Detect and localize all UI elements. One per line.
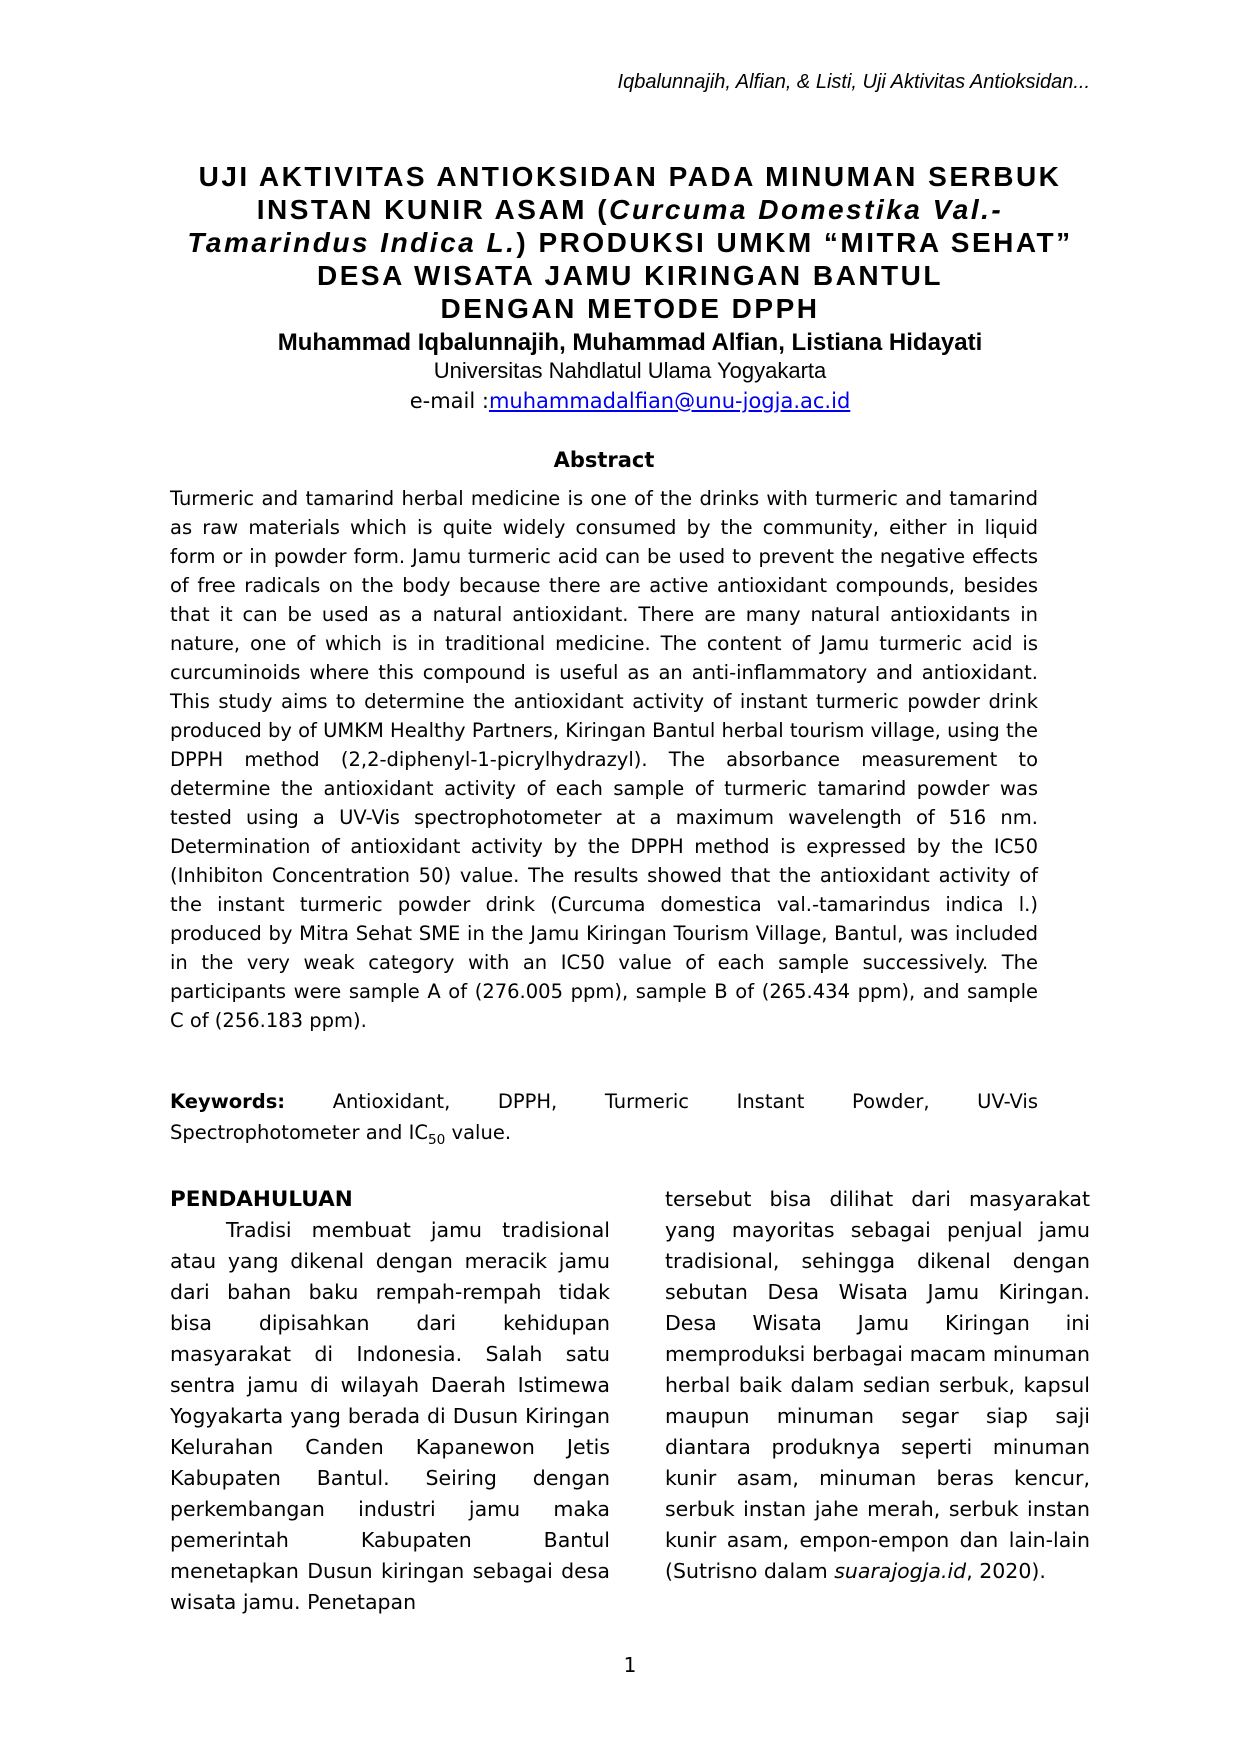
email-link[interactable]: muhammadalfian@unu-jogja.ac.id [488, 389, 851, 413]
keywords-ic50-subscript: 50 [428, 1131, 446, 1148]
intro-column-left [170, 1184, 610, 1618]
authors: Muhammad Iqbalunnajih, Muhammad Alfian, Listiana Hidayati [277, 329, 983, 356]
keywords-line1: Keywords: Antioxidant, DPPH, Turmeric Instant Powder, UV-Vis [170, 1090, 1038, 1113]
email-line [170, 388, 1090, 415]
section-heading-pendahuluan: PENDAHULUAN [170, 1187, 353, 1212]
running-head: Iqbalunnajih, Alfian, & Listi, Uji Aktivitas Antioksidan... [617, 71, 1090, 93]
intro-paragraph-left: Tradisi membuat jamu tradisional atau yang dikenal dengan meracik jamu dari bahan baku rempah-rempah tidak bisa dipisahkan dari kehidupan masyarakat di Indonesia. Salah satu sentra jamu di wilayah Daerah Istimewa Yogyakarta yang berada di Dusun Kiringan Kelurahan Canden Kapanewon Jetis Kabupaten Bantul. Seiring dengan perkembangan industri jamu maka pemerintah Kabupaten Bantul menetapkan Dusun kiringan sebagai desa wisata jamu. Penetapan [170, 1218, 610, 1614]
email-label: e-mail : [409, 389, 489, 413]
page-title: UJI AKTIVITAS ANTIOKSIDAN PADA MINUMAN SERBUK INSTAN KUNIR ASAM (Curcuma Domestika Val.- Tamarindus Indica L.) PRODUKSI UMKM “MITRA SEHAT” DESA WISATA JAMU KIRINGAN BANTUL DENGAN METODE DPPH [187, 161, 1073, 324]
keywords-line2-suffix: value. [445, 1121, 512, 1144]
intro-columns [170, 1184, 1090, 1618]
affiliation: Universitas Nahdlatul Ulama Yogyakarta [433, 358, 827, 383]
keywords [170, 1086, 1038, 1156]
abstract-heading: Abstract [553, 448, 655, 472]
keywords-line2-prefix: Spectrophotometer and IC [170, 1121, 428, 1144]
abstract-text: Turmeric and tamarind herbal medicine is one of the drinks with turmeric and tamarind as raw materials which is quite widely consumed by the community, either in liquid form or in powder form. Jamu turmeric acid can be used to prevent the negative effects of free radicals on the body because there are active antioxidant compounds, besides that it can be used as a natural antioxidant. There are many natural antioxidants in nature, one of which is in traditional medicine. The content of Jamu turmeric acid is curcuminoids where this compound is useful as an anti-inflammatory and antioxidant. This study aims to determine the antioxidant activity of instant turmeric powder drink produced by of UMKM Healthy Partners, Kiringan Bantul herbal tourism village, using the DPPH method (2,2-diphenyl-1-picrylhydrazyl). The absorbance measurement to determine the antioxidant activity of each sample of turmeric tamarind powder was tested using a UV-Vis spectrophotometer at a maximum wavelength of 516 nm. Determination of antioxidant activity by the DPPH method is expressed by the IC50 (Inhibiton Concentration 50) value. The results showed that the antioxidant activity of the instant turmeric powder drink (Curcuma domestica val.-tamarindus indica l.) produced by Mitra Sehat SME in the Jamu Kiringan Tourism Village, Bantul, was included in the very weak category with an IC50 value of each sample successively. The participants were sample A of (276.005 ppm), sample B of (265.434 ppm), and sample C of (256.183 ppm). [170, 487, 1038, 1032]
page-number: 1 [623, 1653, 637, 1677]
keywords-line2 [170, 1117, 1038, 1156]
intro-paragraph-right: tersebut bisa dilihat dari masyarakat yang mayoritas sebagai penjual jamu tradisional, sehingga dikenal dengan sebutan Desa Wisata Jamu Kiringan. Desa Wisata Jamu Kiringan ini memproduksi berbagai macam minuman herbal baik dalam sedian serbuk, kapsul maupun minuman segar siap saji diantara produknya seperti minuman kunir asam, minuman beras kencur, serbuk instan jahe merah, serbuk instan kunir asam, empon-empon dan lain-lain (Sutrisno dalam suarajogja.id, 2020). [665, 1187, 1090, 1583]
intro-column-right [665, 1184, 1090, 1618]
